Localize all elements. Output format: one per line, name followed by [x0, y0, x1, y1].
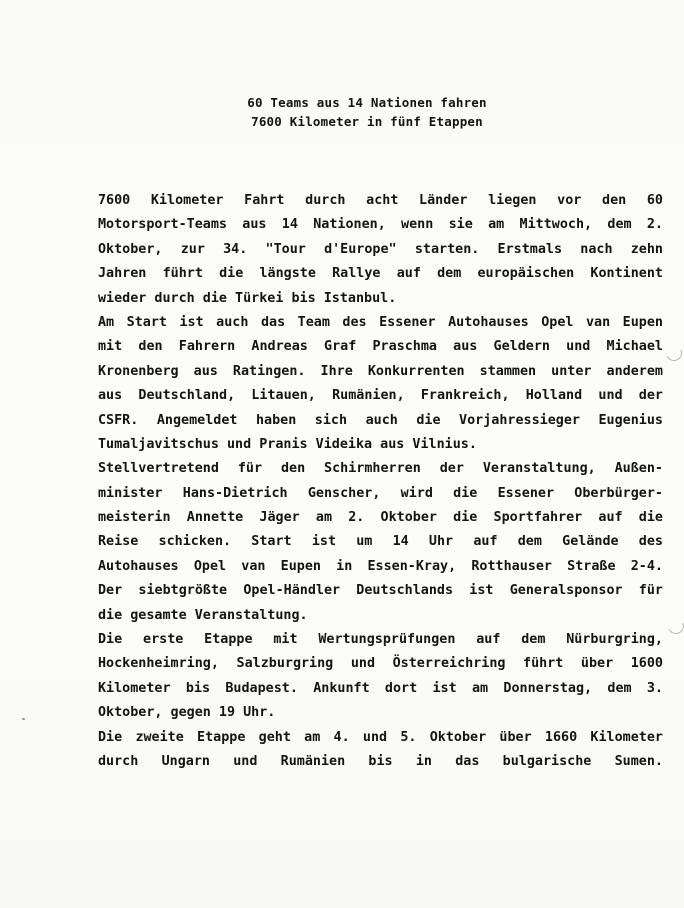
body-line: durch Ungarn und Rumänien bis in das bulgarische Sumen.	[98, 753, 663, 769]
document-body	[98, 189, 663, 774]
title-line: 60 Teams aus 14 Nationen fahren	[247, 95, 487, 110]
body-line: Stellvertretend für den Schirmherren der Veranstaltung, Außen-	[98, 461, 663, 477]
body-line: Oktober, zur 34. "Tour d'Europe" starten. Erstmals nach zehn	[98, 241, 663, 257]
body-line: wieder durch die Türkei bis Istanbul.	[98, 290, 397, 306]
document-title	[0, 93, 684, 131]
punch-hole-mark	[664, 343, 684, 364]
body-line: 7600 Kilometer Fahrt durch acht Länder liegen vor den 60	[98, 193, 663, 208]
body-line: Die erste Etappe mit Wertungsprüfungen auf dem Nürburgring,	[98, 632, 663, 648]
body-line: Kilometer bis Budapest. Ankunft dort ist am Donnerstag, dem 3.	[98, 680, 663, 696]
body-line: Oktober, gegen 19 Uhr.	[98, 705, 276, 721]
body-line: Kronenberg aus Ratingen. Ihre Konkurrenten stammen unter anderem	[98, 363, 663, 379]
body-line: mit den Fahrern Andreas Graf Praschma aus Geldern und Michael	[98, 339, 663, 355]
body-line: Die zweite Etappe geht am 4. und 5. Oktober über 1660 Kilometer	[98, 729, 663, 745]
body-line: meisterin Annette Jäger am 2. Oktober die Sportfahrer auf die	[98, 510, 663, 526]
body-line: aus Deutschland, Litauen, Rumänien, Frankreich, Holland und der	[98, 388, 663, 404]
body-line: Jahren führt die längste Rallye auf dem europäischen Kontinent	[98, 266, 663, 282]
body-line: die gesamte Veranstaltung.	[98, 607, 308, 623]
body-line: Hockenheimring, Salzburgring und Österreichring führt über 1600	[98, 656, 663, 672]
body-line: Motorsport-Teams aus 14 Nationen, wenn sie am Mittwoch, dem 2.	[98, 217, 663, 233]
scan-speck	[22, 718, 25, 720]
title-line: 7600 Kilometer in fünf Etappen	[251, 114, 483, 129]
body-line: Autohauses Opel van Eupen in Essen-Kray, Rotthauser Straße 2-4.	[98, 558, 663, 574]
body-line: Tumaljavitschus und Pranis Videika aus Vilnius.	[98, 436, 477, 452]
body-line: minister Hans-Dietrich Genscher, wird die Essener Oberbürger-	[98, 485, 663, 501]
body-line: Der siebtgrößte Opel-Händler Deutschlands ist Generalsponsor für	[98, 583, 663, 599]
body-line: CSFR. Angemeldet haben sich auch die Vorjahressieger Eugenius	[98, 412, 663, 428]
punch-hole-mark	[666, 616, 684, 637]
body-line: Am Start ist auch das Team des Essener Autohauses Opel van Eupen	[98, 314, 663, 330]
body-line: Reise schicken. Start ist um 14 Uhr auf dem Gelände des	[98, 534, 663, 550]
